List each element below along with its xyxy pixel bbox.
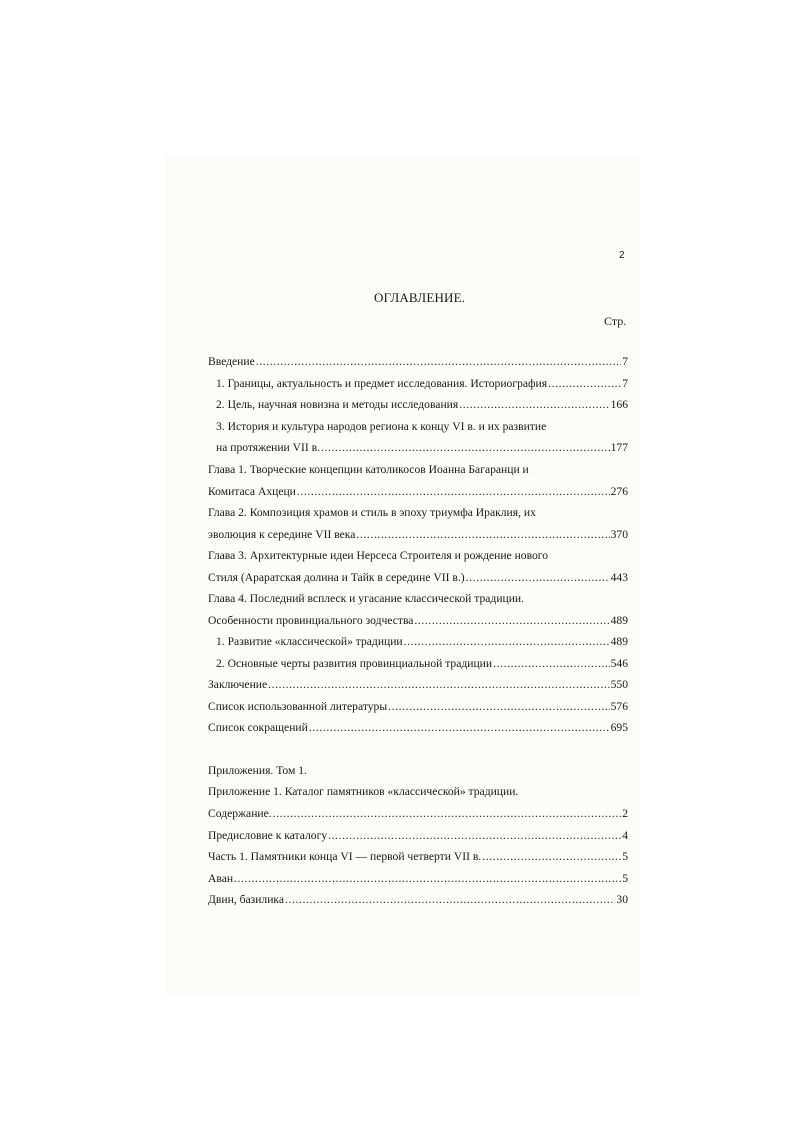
toc-entry-title: 2. Цель, научная новизна и методы исследования [216, 398, 459, 411]
toc-entry-title: 2. Основные черты развития провинциальной традиции [216, 657, 493, 670]
page-column-label: Стр. [604, 314, 627, 328]
appendix-entry-page: 5 [622, 872, 628, 885]
toc-entry-page: 695 [610, 721, 628, 734]
toc-entry [208, 721, 628, 735]
dot-leader [321, 441, 610, 455]
dot-leader [466, 571, 610, 585]
toc-entry-page: 489 [610, 614, 628, 627]
toc-entry [208, 506, 628, 520]
page-number: 2 [619, 250, 625, 261]
toc-entry [216, 377, 628, 391]
dot-leader [459, 398, 609, 412]
toc-entry-title: Глава 1. Творческие концепции католикосов Иоанна Багаранци и [208, 463, 529, 476]
toc-entry-title: Список сокращений [208, 721, 308, 734]
appendix-entry-title: Аван [208, 872, 234, 885]
toc-entry [216, 635, 628, 649]
toc-entry [208, 463, 628, 477]
appendix-entry-title: Приложения. Том 1. [208, 764, 307, 777]
appendix-entry-title: Содержание. [208, 807, 272, 820]
toc-entry-page: 443 [610, 571, 628, 584]
toc-entry [208, 485, 628, 499]
toc-entry-page: 546 [610, 657, 628, 670]
dot-leader [309, 721, 610, 735]
dot-leader [268, 678, 609, 692]
toc-entry [216, 398, 628, 412]
toc-entry [208, 549, 628, 563]
toc-entry [208, 571, 628, 585]
appendix-entry [208, 872, 628, 886]
toc-entry [208, 355, 628, 369]
appendix-entry [208, 850, 628, 864]
toc-entry-title: Введение [208, 355, 255, 368]
toc-entry [216, 441, 628, 455]
toc-entry [208, 528, 628, 542]
appendix-entry-title: Двин, базилика [208, 893, 285, 906]
toc-entry-page: 7 [622, 355, 628, 368]
toc-entry-title: Список использованной литературы [208, 700, 388, 713]
toc-entry-title: Стиля (Араратская долина и Тайк в середине VII в.) [208, 571, 465, 584]
toc-entry-title: 3. История и культура народов региона к концу VI в. и их развитие [216, 420, 547, 433]
dot-leader [328, 829, 621, 843]
toc-entry-page: 7 [622, 377, 628, 390]
appendix-entry [208, 807, 628, 821]
appendix-entry-page: 30 [616, 893, 628, 906]
dot-leader [256, 355, 621, 369]
toc-entry [208, 678, 628, 692]
appendix-entry [208, 785, 628, 799]
appendix-entry [208, 893, 628, 907]
dot-leader [234, 872, 621, 886]
dot-leader [388, 700, 609, 714]
toc-entry-page: 550 [610, 678, 628, 691]
toc-entry [208, 592, 628, 606]
appendix-entry-title: Часть 1. Памятники конца VI — первой четверти VII в. [208, 850, 482, 863]
dot-leader [297, 485, 610, 499]
toc-entry-title: эволюция к середине VII века [208, 528, 356, 541]
toc-entry-title: Глава 4. Последний всплеск и угасание классической традиции. [208, 592, 525, 605]
dot-leader [285, 893, 615, 907]
dot-leader [548, 377, 621, 391]
dot-leader [493, 657, 610, 671]
appendix-entry [208, 764, 628, 778]
dot-leader [414, 614, 609, 628]
page-title: ОГЛАВЛЕНИЕ. [374, 290, 466, 305]
appendix-entry-page: 5 [622, 850, 628, 863]
toc-entry-title: Комитаса Ахцеци [208, 485, 296, 498]
toc-entry-title: Глава 2. Композиция храмов и стиль в эпоху триумфа Ираклия, их [208, 506, 536, 519]
toc-entry-title: на протяжении VII в. [216, 441, 321, 454]
appendix-entry-page: 2 [622, 807, 628, 820]
toc-entry [216, 657, 628, 671]
appendix-entry-title: Приложение 1. Каталог памятников «классической» традиции. [208, 785, 519, 798]
toc-entry-page: 166 [610, 398, 628, 411]
toc-entry-title: 1. Развитие «классической» традиции [216, 635, 403, 648]
toc-entry [208, 700, 628, 714]
toc-entry-page: 489 [610, 635, 628, 648]
toc-entry-title: Заключение [208, 678, 268, 691]
toc-entry-title: Глава 3. Архитектурные идеи Нерсеса Строителя и рождение нового [208, 549, 549, 562]
toc-entry-page: 177 [610, 441, 628, 454]
dot-leader [482, 850, 621, 864]
toc-entry-page: 576 [610, 700, 628, 713]
appendix-entry-title: Предисловие к каталогу [208, 829, 328, 842]
dot-leader [356, 528, 609, 542]
dot-leader [404, 635, 610, 649]
toc-entry-page: 276 [610, 485, 628, 498]
toc-entry [216, 420, 628, 434]
toc-entry-page: 370 [610, 528, 628, 541]
appendix-entry [208, 829, 628, 843]
toc-entry-title: 1. Границы, актуальность и предмет исследования. Историография [216, 377, 548, 390]
appendix-entry-page: 4 [622, 829, 628, 842]
toc-entry-title: Особенности провинциального зодчества [208, 614, 414, 627]
toc-entry [208, 614, 628, 628]
dot-leader [273, 807, 622, 821]
